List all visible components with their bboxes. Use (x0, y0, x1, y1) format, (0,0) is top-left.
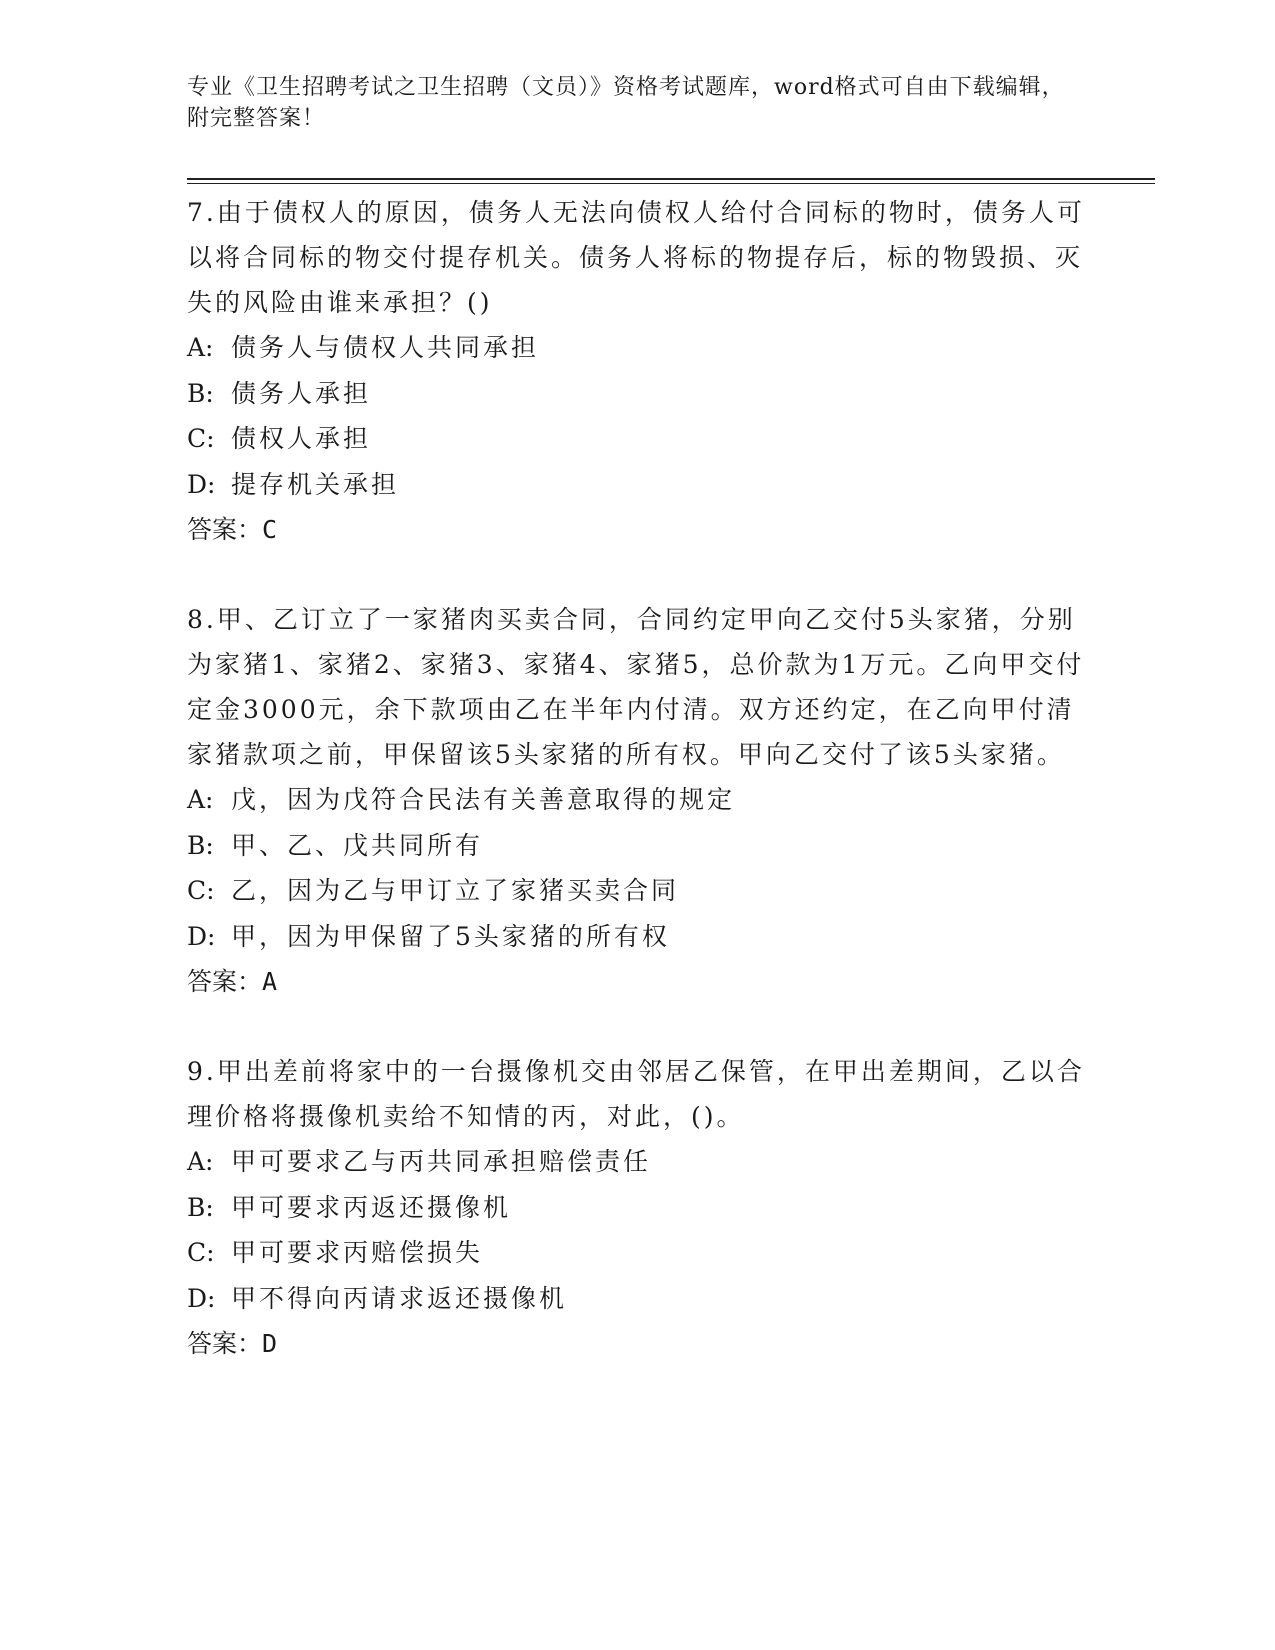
option-letter: A: (187, 785, 214, 814)
option-b (187, 371, 1087, 417)
answer-line (187, 1321, 1087, 1367)
option-b (187, 1185, 1087, 1231)
option-text: 债务人承担 (231, 378, 372, 408)
option-letter: A: (187, 333, 214, 362)
answer-value: A (262, 967, 278, 996)
option-text: 甲可要求丙赔偿损失 (231, 1238, 484, 1267)
option-d (187, 914, 1087, 960)
option-text: 甲可要求丙返还摄像机 (231, 1192, 512, 1222)
question-9 (187, 1049, 1087, 1367)
page-header: 专业《卫生招聘考试之卫生招聘（文员）》资格考试题库，word格式可自由下载编辑，附完整答案！ (187, 75, 1065, 131)
option-text: 甲可要求乙与丙共同承担赔偿责任 (231, 1147, 652, 1176)
answer-value: D (262, 1329, 278, 1358)
answer-label: 答案： (187, 1329, 263, 1358)
option-text: 戊，因为戊符合民法有关善意取得的规定 (231, 785, 736, 814)
option-c (187, 416, 1087, 462)
option-letter: C: (187, 876, 215, 905)
option-text: 甲、乙、戊共同所有 (231, 830, 484, 860)
option-text: 甲不得向丙请求返还摄像机 (231, 1283, 568, 1313)
option-text: 提存机关承担 (231, 469, 400, 499)
option-c (187, 1230, 1087, 1276)
option-letter: D: (187, 1283, 216, 1313)
option-d (187, 1276, 1087, 1322)
option-a (187, 1139, 1087, 1185)
option-a (187, 777, 1087, 823)
answer-line (187, 959, 1087, 1005)
answer-label: 答案： (187, 515, 263, 544)
answer-line (187, 507, 1087, 553)
header-divider-thin (187, 183, 1155, 184)
question-list (187, 190, 1087, 1411)
answer-value: C (262, 515, 278, 544)
option-letter: B: (187, 830, 214, 860)
option-text: 乙，因为乙与甲订立了家猪买卖合同 (231, 876, 680, 905)
answer-label: 答案： (187, 967, 263, 996)
option-c (187, 868, 1087, 914)
option-b (187, 823, 1087, 869)
option-letter: C: (187, 1238, 215, 1267)
question-stem: 8.甲、乙订立了一家猪肉买卖合同，合同约定甲向乙交付5头家猪，分别为家猪1、家猪2、家猪3、家猪4、家猪5，总价款为1万元。乙向甲交付定金3000元，余下款项由乙在半年内付清。双方还约定，在乙向甲付清家猪款项之前，甲保留该5头家猪的所有权。甲向乙交付了该5头家猪。 (187, 605, 1085, 769)
option-text: 债权人承担 (231, 424, 372, 453)
option-letter: B: (187, 1192, 214, 1222)
question-stem: 7.由于债权人的原因，债务人无法向债权人给付合同标的物时，债务人可以将合同标的物交付提存机关。债务人将标的物提存后，标的物毁损、灭失的风险由谁来承担？() (187, 198, 1085, 317)
option-letter: A: (187, 1147, 214, 1176)
option-letter: D: (187, 469, 216, 499)
option-letter: B: (187, 378, 214, 408)
option-text: 债务人与债权人共同承担 (231, 333, 540, 362)
question-7 (187, 190, 1087, 553)
option-letter: D: (187, 921, 216, 951)
option-text: 甲，因为甲保留了5头家猪的所有权 (231, 921, 670, 951)
header-divider-thick (187, 178, 1155, 180)
question-8 (187, 597, 1087, 1005)
option-a (187, 325, 1087, 371)
option-letter: C: (187, 424, 215, 453)
option-d (187, 462, 1087, 508)
question-stem: 9.甲出差前将家中的一台摄像机交由邻居乙保管，在甲出差期间，乙以合理价格将摄像机卖给不知情的丙，对此，()。 (187, 1057, 1085, 1131)
